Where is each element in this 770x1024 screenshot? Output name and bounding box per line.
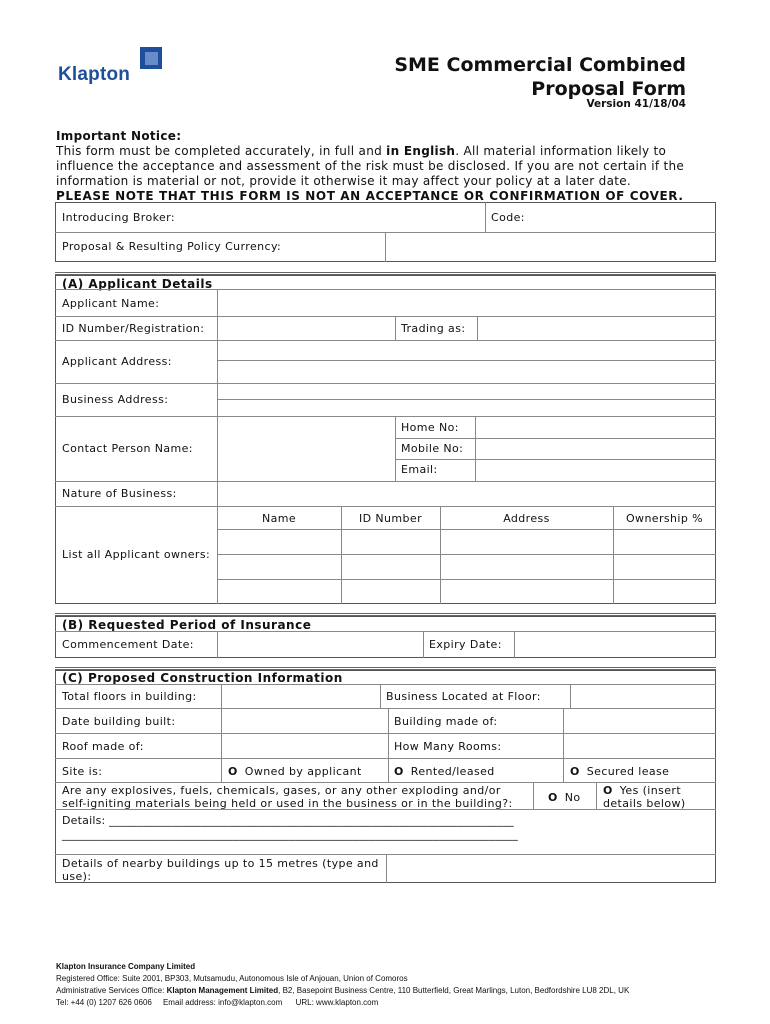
section-b-title: (B) Requested Period of Insurance [62,618,312,632]
commencement-field[interactable] [219,633,421,657]
radio-icon: O [394,765,404,778]
applicant-name-label: Applicant Name: [62,297,160,310]
footer [56,961,756,1009]
site-secured-option[interactable] [570,765,669,778]
footer-admin-address: , B2, Basepoint Business Centre, 110 Butterfield, Great Marlings, Luton, Bedfordshire LU8 2DL, UK [278,986,630,995]
introducing-broker-field[interactable] [227,205,483,230]
owners-label: List all Applicant owners: [62,548,211,561]
email-label: Email: [401,463,438,476]
version-label: Version 41/18/04 [586,98,686,110]
section-a-title: (A) Applicant Details [62,277,213,291]
total-floors-label: Total floors in building: [62,690,197,703]
applicant-name-field[interactable] [219,291,714,315]
page-title [394,53,686,101]
applicant-address-label: Applicant Address: [62,355,172,368]
logo: Klapton [58,64,131,85]
id-number-field[interactable] [219,318,393,339]
currency-label: Proposal & Resulting Policy Currency: [62,240,282,253]
owners-col-ownership: Ownership % [625,512,703,525]
site-rented-label: Rented/leased [410,765,495,778]
footer-admin-label: Administrative Services Office: [56,986,167,995]
radio-icon: O [228,765,238,778]
home-no-field[interactable] [477,418,714,437]
site-owned-label: Owned by applicant [244,765,362,778]
details-field[interactable] [62,814,518,842]
yes-label-2: details below) [603,797,686,810]
commencement-label: Commencement Date: [62,638,194,651]
notice-heading: Important Notice: [56,129,182,143]
business-floor-label: Business Located at Floor: [386,690,541,703]
radio-icon: O [570,765,580,778]
details-line-1: Details: _______________________________________________________________________ [62,814,514,827]
nearby-line-2: use): [62,870,92,883]
nearby-line-1: Details of nearby buildings up to 15 metres (type and [62,857,379,870]
business-address-label: Business Address: [62,393,169,406]
explosives-yes-option[interactable] [603,784,686,810]
email-field[interactable] [477,461,714,480]
title-line-2: Proposal Form [531,78,686,100]
introducing-broker-label: Introducing Broker: [62,211,175,224]
notice-bold: in English [386,144,456,158]
trading-as-field[interactable] [479,318,714,339]
notice-text: This form must be completed accurately, in full and [56,144,387,158]
yes-label: Yes (insert [619,784,682,797]
explosives-question [62,784,513,810]
date-built-field[interactable] [223,710,386,732]
code-field[interactable] [540,205,714,230]
date-built-label: Date building built: [62,715,176,728]
made-of-field[interactable] [565,710,714,732]
explosives-line-1: Are any explosives, fuels, chemicals, gases, or any other exploding and/or [62,784,501,797]
nearby-buildings-field[interactable] [388,856,714,882]
footer-company: Klapton Insurance Company Limited [56,962,196,971]
radio-icon: O [603,784,613,797]
nature-of-business-field[interactable] [219,483,714,505]
currency-field[interactable] [387,234,714,260]
roof-label: Roof made of: [62,740,144,753]
mobile-no-label: Mobile No: [401,442,464,455]
expiry-label: Expiry Date: [429,638,502,651]
explosives-line-2: self-igniting materials being held or used in the business or in the building?: [62,797,513,810]
footer-admin-company: Klapton Management Limited [166,986,279,995]
owners-col-name: Name [261,512,297,525]
site-rented-option[interactable] [394,765,495,778]
applicant-address-field[interactable] [219,342,714,382]
site-owned-option[interactable] [228,765,362,778]
business-floor-field[interactable] [572,686,714,707]
trading-as-label: Trading as: [401,322,466,335]
site-is-label: Site is: [62,765,103,778]
details-line-2: ________________________________________________________________________________ [62,828,518,841]
nature-of-business-label: Nature of Business: [62,487,177,500]
title-line-1: SME Commercial Combined [394,54,686,76]
notice-text-2: . All material information likely to influence the acceptance and assessment of the risk must be disclosed. If you are not certain if the information is material or not, provide it otherwise it may affect your policy at a later date. [56,144,685,188]
logo-mark-inner [145,52,158,65]
explosives-no-option[interactable] [548,791,581,804]
owners-col-address: Address [503,512,550,525]
contact-person-label: Contact Person Name: [62,442,193,455]
home-no-label: Home No: [401,421,459,434]
expiry-field[interactable] [516,633,714,657]
mobile-no-field[interactable] [477,440,714,458]
section-c-title: (C) Proposed Construction Information [62,671,343,685]
no-label: No [564,791,581,804]
total-floors-field[interactable] [223,686,378,707]
notice-warning: PLEASE NOTE THAT THIS FORM IS NOT AN ACCEPTANCE OR CONFIRMATION OF COVER. [56,189,684,203]
id-number-label: ID Number/Registration: [62,322,205,335]
business-address-field[interactable] [219,385,714,415]
owners-col-id: ID Number [359,512,422,525]
code-label: Code: [491,211,525,224]
site-secured-label: Secured lease [586,765,670,778]
contact-person-field[interactable] [219,418,393,480]
nearby-buildings-label [62,857,379,883]
owners-table-body[interactable] [219,531,714,603]
rooms-field[interactable] [565,735,714,757]
important-notice [56,129,726,204]
footer-registered: Registered Office: Suite 2001, BP303, Mutsamudu, Autonomous Isle of Anjouan, Union of Comoros [56,974,408,983]
rooms-label: How Many Rooms: [394,740,502,753]
roof-field[interactable] [223,735,386,757]
made-of-label: Building made of: [394,715,498,728]
radio-icon: O [548,791,558,804]
footer-contact: Tel: +44 (0) 1207 626 0606 Email address: info@klapton.com URL: www.klapton.com [56,998,379,1007]
